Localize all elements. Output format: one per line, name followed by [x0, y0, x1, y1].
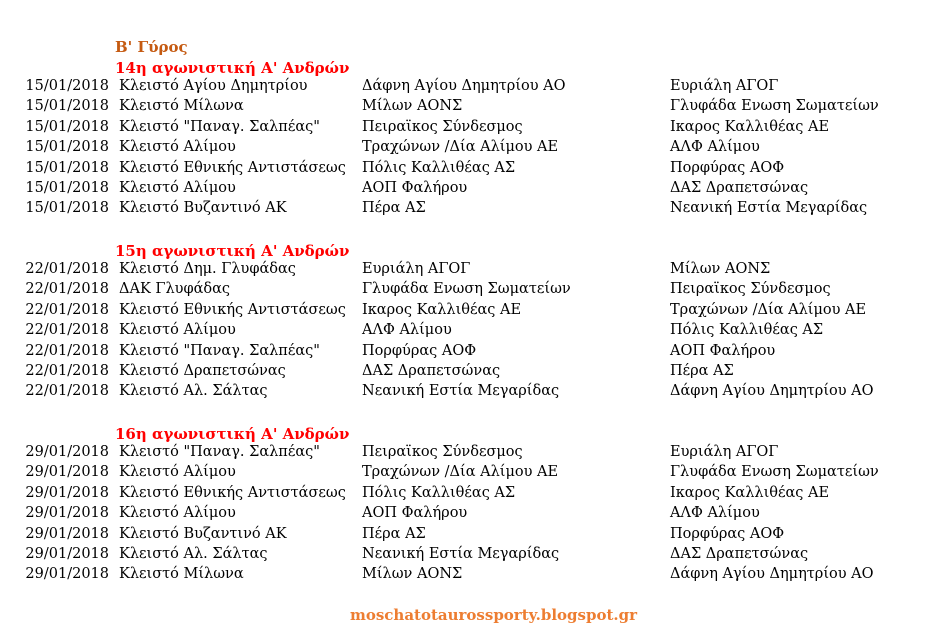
match-venue: Κλειστό Αλίμου: [119, 505, 236, 521]
home-team: Πειραϊκος Σύνδεσμος: [362, 444, 523, 460]
match-venue: Κλειστό Μίλωνα: [119, 98, 244, 114]
match-venue: Κλειστό Αλίμου: [119, 464, 236, 480]
match-row: [0, 180, 927, 200]
match-venue: Κλειστό Αλίμου: [119, 139, 236, 155]
away-team: Νεανική Εστία Μεγαρίδας: [670, 200, 868, 216]
away-team: Μίλων ΑΟΝΣ: [670, 261, 771, 277]
section-title: 16η αγωνιστική Α' Ανδρών: [115, 425, 350, 443]
away-team: Ικαρος Καλλιθέας ΑΕ: [670, 119, 830, 135]
match-row: [0, 78, 927, 98]
home-team: ΑΛΦ Αλίμου: [362, 322, 452, 338]
match-row: [0, 160, 927, 180]
away-team: Δάφνη Αγίου Δημητρίου ΑΟ: [670, 566, 874, 582]
away-team: ΑΟΠ Φαλήρου: [670, 343, 776, 359]
match-venue: Κλειστό Αγίου Δημητρίου: [119, 78, 308, 94]
match-date: 29/01/2018: [25, 505, 109, 521]
home-team: Πέρα ΑΣ: [362, 200, 426, 216]
away-team: ΔΑΣ Δραπετσώνας: [670, 546, 809, 562]
match-venue: Κλειστό Δραπετσώνας: [119, 363, 286, 379]
match-row: [0, 546, 927, 566]
match-row: [0, 200, 927, 220]
match-date: 15/01/2018: [25, 78, 109, 94]
match-date: 29/01/2018: [25, 444, 109, 460]
home-team: Πόλις Καλλιθέας ΑΣ: [362, 485, 516, 501]
match-row: [0, 383, 927, 403]
match-venue: Κλειστό Αλ. Σάλτας: [119, 546, 268, 562]
match-date: 22/01/2018: [25, 322, 109, 338]
round-title: Β' Γύρος: [115, 38, 188, 56]
match-date: 29/01/2018: [25, 566, 109, 582]
match-date: 15/01/2018: [25, 98, 109, 114]
match-venue: Κλειστό Βυζαντινό ΑΚ: [119, 200, 287, 216]
match-row: [0, 281, 927, 301]
match-row: [0, 343, 927, 363]
home-team: ΔΑΣ Δραπετσώνας: [362, 363, 501, 379]
section-title: 14η αγωνιστική Α' Ανδρών: [115, 59, 350, 77]
match-venue: Κλειστό Αλίμου: [119, 322, 236, 338]
away-team: Γλυφάδα Ενωση Σωματείων: [670, 464, 879, 480]
match-row: [0, 322, 927, 342]
away-team: ΑΛΦ Αλίμου: [670, 505, 760, 521]
footer-blog-url: moschatotaurossporty.blogspot.gr: [349, 606, 638, 624]
match-row: [0, 526, 927, 546]
match-venue: Κλειστό Δημ. Γλυφάδας: [119, 261, 296, 277]
home-team: Πειραϊκος Σύνδεσμος: [362, 119, 523, 135]
match-venue: Κλειστό Μίλωνα: [119, 566, 244, 582]
section-title: 15η αγωνιστική Α' Ανδρών: [115, 242, 350, 260]
match-row: [0, 98, 927, 118]
match-date: 22/01/2018: [25, 343, 109, 359]
away-team: Πορφύρας ΑΟΦ: [670, 526, 785, 542]
away-team: Πειραϊκος Σύνδεσμος: [670, 281, 831, 297]
match-date: 22/01/2018: [25, 383, 109, 399]
match-row: [0, 302, 927, 322]
home-team: ΑΟΠ Φαλήρου: [362, 505, 468, 521]
match-date: 15/01/2018: [25, 200, 109, 216]
home-team: Πόλις Καλλιθέας ΑΣ: [362, 160, 516, 176]
match-date: 29/01/2018: [25, 526, 109, 542]
match-row: [0, 139, 927, 159]
match-date: 29/01/2018: [25, 546, 109, 562]
match-date: 22/01/2018: [25, 363, 109, 379]
home-team: Νεανική Εστία Μεγαρίδας: [362, 383, 560, 399]
match-row: [0, 444, 927, 464]
match-venue: Κλειστό "Παναγ. Σαλπέας": [119, 343, 320, 359]
home-team: Τραχώνων /Δία Αλίμου ΑΕ: [362, 464, 559, 480]
match-row: [0, 119, 927, 139]
home-team: ΑΟΠ Φαλήρου: [362, 180, 468, 196]
home-team: Δάφνη Αγίου Δημητρίου ΑΟ: [362, 78, 566, 94]
match-date: 29/01/2018: [25, 464, 109, 480]
home-team: Τραχώνων /Δία Αλίμου ΑΕ: [362, 139, 559, 155]
home-team: Μίλων ΑΟΝΣ: [362, 566, 463, 582]
match-row: [0, 464, 927, 484]
match-venue: ΔΑΚ Γλυφάδας: [119, 281, 231, 297]
match-row: [0, 505, 927, 525]
away-team: Πορφύρας ΑΟΦ: [670, 160, 785, 176]
away-team: Πόλις Καλλιθέας ΑΣ: [670, 322, 824, 338]
match-venue: Κλειστό Αλίμου: [119, 180, 236, 196]
match-row: [0, 363, 927, 383]
match-venue: Κλειστό Εθνικής Αντιστάσεως: [119, 485, 346, 501]
away-team: Δάφνη Αγίου Δημητρίου ΑΟ: [670, 383, 874, 399]
home-team: Νεανική Εστία Μεγαρίδας: [362, 546, 560, 562]
away-team: Ευριάλη ΑΓΟΓ: [670, 444, 779, 460]
match-date: 22/01/2018: [25, 281, 109, 297]
match-row: [0, 261, 927, 281]
home-team: Ικαρος Καλλιθέας ΑΕ: [362, 302, 522, 318]
match-venue: Κλειστό "Παναγ. Σαλπέας": [119, 119, 320, 135]
home-team: Ευριάλη ΑΓΟΓ: [362, 261, 471, 277]
match-date: 15/01/2018: [25, 180, 109, 196]
match-date: 22/01/2018: [25, 261, 109, 277]
match-venue: Κλειστό Εθνικής Αντιστάσεως: [119, 160, 346, 176]
match-date: 22/01/2018: [25, 302, 109, 318]
away-team: ΑΛΦ Αλίμου: [670, 139, 760, 155]
match-date: 15/01/2018: [25, 119, 109, 135]
away-team: Ικαρος Καλλιθέας ΑΕ: [670, 485, 830, 501]
match-venue: Κλειστό "Παναγ. Σαλπέας": [119, 444, 320, 460]
match-row: [0, 485, 927, 505]
away-team: Τραχώνων /Δία Αλίμου ΑΕ: [670, 302, 867, 318]
home-team: Μίλων ΑΟΝΣ: [362, 98, 463, 114]
away-team: Γλυφάδα Ενωση Σωματείων: [670, 98, 879, 114]
match-date: 15/01/2018: [25, 160, 109, 176]
match-date: 15/01/2018: [25, 139, 109, 155]
match-venue: Κλειστό Εθνικής Αντιστάσεως: [119, 302, 346, 318]
away-team: ΔΑΣ Δραπετσώνας: [670, 180, 809, 196]
match-venue: Κλειστό Αλ. Σάλτας: [119, 383, 268, 399]
match-venue: Κλειστό Βυζαντινό ΑΚ: [119, 526, 287, 542]
home-team: Πέρα ΑΣ: [362, 526, 426, 542]
away-team: Πέρα ΑΣ: [670, 363, 734, 379]
home-team: Γλυφάδα Ενωση Σωματείων: [362, 281, 571, 297]
match-row: [0, 566, 927, 586]
away-team: Ευριάλη ΑΓΟΓ: [670, 78, 779, 94]
match-date: 29/01/2018: [25, 485, 109, 501]
home-team: Πορφύρας ΑΟΦ: [362, 343, 477, 359]
